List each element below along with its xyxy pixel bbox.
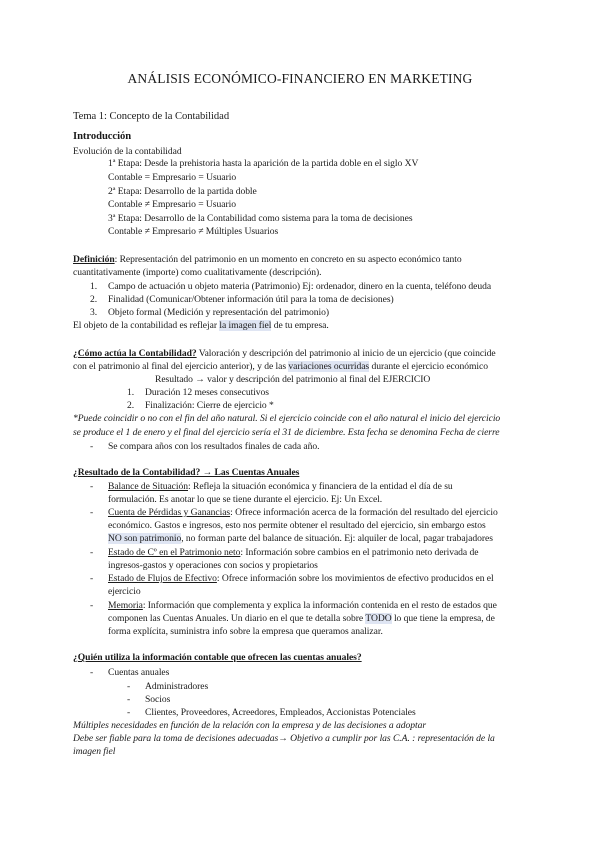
list-item: Campo de actuación u objeto materia (Patrimonio) Ej: ordenador, dinero en la cuenta, teléfono deuda — [108, 281, 492, 292]
etapa-line: 1ª Etapa: Desde la prehistoria hasta la aparición de la partida doble en el siglo XV — [108, 158, 419, 169]
evolucion-label: Evolución de la contabilidad — [73, 146, 182, 157]
list-item: Duración 12 meses consecutivos — [145, 387, 269, 398]
text: con el patrimonio al final del ejercicio anterior), y de las — [73, 361, 289, 372]
highlighted-text: NO son patrimonio — [108, 533, 182, 544]
bullet-dash: - — [90, 481, 94, 492]
italic-note: Debe ser fiable para la toma de decisiones adecuadas→ Objetivo a cumplir por las C.A. : representación de la — [73, 733, 495, 744]
definition-text: cuantitativamente (importe) como cualitativamente (descripción). — [73, 267, 322, 278]
account-label: Estado de Flujos de Efectivo — [108, 573, 217, 584]
etapa-line: 2ª Etapa: Desarrollo de la partida doble — [108, 186, 257, 197]
bullet-dash: - — [127, 681, 131, 692]
etapa-line: 3ª Etapa: Desarrollo de la Contabilidad como sistema para la toma de decisiones — [108, 213, 413, 224]
account-item — [108, 481, 453, 493]
text: económico. Gastos e ingresos, esto nos permite obtener el resultado del ejercicio, sin embargo estos — [108, 520, 486, 531]
etapa-line: Contable = Empresario = Usuario — [108, 172, 237, 183]
etapa-line: Contable ≠ Empresario = Usuario — [108, 199, 236, 210]
objeto-sentence — [73, 320, 329, 332]
text: Valoración y descripción del patrimonio al inicio de un ejercicio (que coincide — [196, 348, 496, 359]
user-item: Clientes, Proveedores, Acreedores, Empleados, Accionistas Potenciales — [145, 707, 416, 718]
definition-text: : Representación del patrimonio en un momento en concreto en su aspecto económico tanto — [114, 254, 462, 265]
account-item — [108, 573, 494, 585]
text: de tu empresa. — [271, 320, 329, 331]
como-actua-line — [73, 361, 488, 373]
text: ejercicio — [108, 586, 141, 597]
account-item — [108, 507, 498, 519]
text: componen las Cuentas Anuales. Un diario en el que te detalla sobre — [108, 613, 366, 624]
etapa-line: Contable ≠ Empresario ≠ Múltiples Usuarios — [108, 226, 279, 237]
definition-paragraph — [73, 254, 526, 266]
account-label: Cuenta de Pérdidas y Ganancias — [108, 507, 231, 518]
list-number: 3. — [90, 307, 98, 318]
list-item: Finalidad (Comunicar/Obtener información útil para la toma de decisiones) — [108, 294, 394, 305]
text: : Refleja la situación económica y financiera de la entidad el día de su — [188, 481, 453, 492]
account-item — [108, 600, 497, 612]
list-item: Cuentas anuales — [108, 667, 170, 678]
italic-note: Múltiples necesidades en función de la relación con la empresa y de las decisiones a adoptar — [73, 720, 427, 731]
resultado-line: Resultado → valor y descripción del patrimonio al final del EJERCICIO — [155, 374, 431, 385]
account-item-line — [108, 613, 495, 625]
text: : Información sobre cambios en el patrimonio neto derivada de — [240, 547, 479, 558]
account-label: Balance de Situación — [108, 481, 188, 492]
text: El objeto de la contabilidad es reflejar — [73, 320, 220, 331]
text: : Ofrece información acerca de la formación del resultado del ejercicio — [230, 507, 498, 518]
italic-note: imagen fiel — [73, 746, 116, 757]
bullet-dash: - — [90, 573, 94, 584]
account-label: Estado de Cº en el Patrimonio neto — [108, 547, 241, 558]
bullet-dash: - — [90, 547, 94, 558]
text: : Ofrece información sobre los movimientos de efectivo producidos en el — [216, 573, 494, 584]
text: durante el ejercicio económico — [369, 361, 488, 372]
bullet-dash: - — [90, 600, 94, 611]
list-number: 2. — [90, 294, 98, 305]
list-number: 2. — [127, 400, 135, 411]
question-heading: ¿Cómo actúa la Contabilidad? — [73, 348, 197, 359]
question-heading: ¿Resultado de la Contabilidad? → Las Cuentas Anuales — [73, 467, 300, 478]
account-item-line — [108, 533, 493, 545]
account-item — [108, 547, 478, 559]
highlighted-text: variaciones ocurridas — [288, 361, 370, 372]
bullet-dash: - — [90, 667, 94, 678]
text: lo que tiene la empresa, de — [391, 613, 495, 624]
user-item: Socios — [145, 694, 171, 705]
intro-heading: Introducción — [73, 131, 132, 142]
bullet-dash: - — [127, 707, 131, 718]
list-number: 1. — [127, 387, 135, 398]
highlighted-text: TODO — [365, 613, 392, 624]
highlighted-text: la imagen fiel — [219, 320, 272, 331]
list-number: 1. — [90, 281, 98, 292]
text: : Información que complementa y explica la información contenida en el resto de estados que — [142, 600, 497, 611]
text: , no forman parte del balance de situación. Ej: alquiler de local, pagar trabajadores — [181, 533, 493, 544]
footnote-line: *Puede coincidir o no con el fin del año natural. Si el ejercicio coincide con el año natural el inicio del ejercicio — [73, 413, 501, 424]
footnote-line: se produce el 1 de enero y el final del ejercicio sería el 31 de diciembre. Esta fecha se denomina Fecha de cierre — [73, 427, 500, 438]
list-item: Objeto formal (Medición y representación del patrimonio) — [108, 307, 329, 318]
topic-title: Tema 1: Concepto de la Contabilidad — [73, 111, 230, 122]
text: ingresos-gastos y operaciones con socios y propietarios — [108, 560, 318, 571]
como-actua-line — [73, 348, 496, 360]
bullet-dash: - — [90, 441, 94, 452]
user-item: Administradores — [145, 681, 209, 692]
question-heading: ¿Quién utiliza la información contable que ofrecen las cuentas anuales? — [73, 652, 362, 663]
list-item: Se compara años con los resultados finales de cada año. — [108, 441, 320, 452]
text: forma explícita, suministra info sobre la empresa que queramos analizar. — [108, 626, 383, 637]
text: formulación. Es anotar lo que se tiene durante el ejercicio. Ej: Un Excel. — [108, 494, 383, 505]
bullet-dash: - — [127, 694, 131, 705]
list-item: Finalización: Cierre de ejercicio * — [145, 400, 274, 411]
definition-label: Definición — [73, 254, 115, 265]
document-title: ANÁLISIS ECONÓMICO-FINANCIERO EN MARKETING — [127, 71, 473, 86]
bullet-dash: - — [90, 507, 94, 518]
account-label: Memoria — [108, 600, 143, 611]
